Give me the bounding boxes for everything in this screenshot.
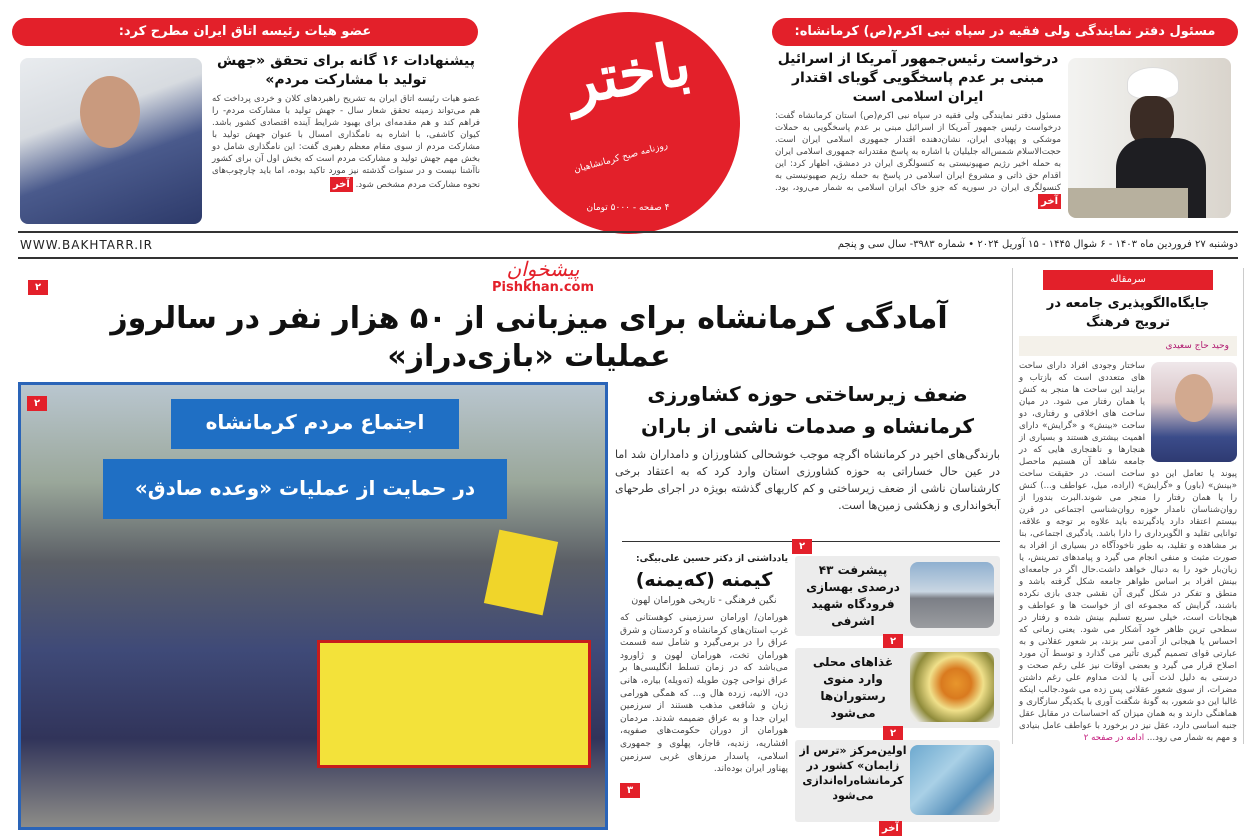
usa-sign (484, 530, 558, 616)
logo-wordmark: باختر (562, 28, 696, 120)
agri-title[interactable]: ضعف زیرساختی حوزه کشاورزی کرمانشاه و صدمات ناشی از باران (640, 382, 974, 438)
teaser-maternity-badge (879, 816, 902, 836)
teaser-maternity-page[interactable]: آخر (879, 821, 902, 836)
note-subtitle: نگین فرهنگی - تاریخی هورامان لهون (631, 595, 777, 606)
note-body: هورامان/ اورامان سرزمینی کوهستانی که غرب استان‌های کرمانشاه و کردستان و شرق عراق را در برمی‌گیرد و شامل سه قسمت هورامان تخت، هورامان لهون و ژاورود می‌باشد که در زمان تسلط انگلیسی‌ها بر عراق نواحی چون طویله (تەویلە) بیاره، هانی دن، الانیه، زرده هال و... که همگی هورامی زبان و شافعی مذهب هستند از سرزمین ایران جدا و به عراق ضمیمه شدند. مردمان هورامان از دوران حکومت‌های صفویه، افشاریه، زندیه، قاجار، پهلوی و جمهوری اسلامی، پاسدار مرزهای غربی سرزمین پهناور ایران بوده‌اند. (620, 613, 788, 775)
teaser-food[interactable] (795, 648, 1000, 739)
main-headline[interactable]: آمادگی کرمانشاه برای میزبانی از ۵۰ هزار نفر در سالروز عملیات «بازی‌دراز» (110, 301, 948, 374)
editorial-continued-link[interactable]: ادامه در صفحه ۲ (1083, 733, 1145, 743)
teaser-food-page[interactable]: ۲ (883, 726, 903, 741)
banner-portrait (317, 640, 591, 768)
website-link[interactable]: WWW.BAKHTARR.IR (20, 238, 153, 252)
editorial-title[interactable]: جایگاه‌الگوپذیری جامعه در ترویج فرهنگ (1046, 296, 1210, 330)
kashefi-photo (20, 58, 202, 224)
pishkhan-watermark (478, 258, 608, 295)
teaser-food-title: غذاهای محلی وارد منوی رستوران‌ها می‌شود (812, 655, 894, 720)
teaser-airport[interactable] (795, 556, 1000, 647)
teaser-maternity-title: اولین‌مرکز «ترس از زایمان» کشور در کرمانشاه‌راه‌اندازی می‌شود (799, 744, 907, 802)
note-column (620, 553, 788, 798)
top-left-body-wrap (212, 93, 480, 192)
author-photo (1151, 362, 1237, 462)
top-right-title[interactable]: درخواست رئیس‌جمهور آمریکا از اسرائیل مبنی بر عدم پاسخگویی گویای اقتدار ایران اسلامی است (777, 51, 1059, 105)
masthead-logo (518, 12, 740, 234)
agri-page-badge (792, 534, 812, 554)
editorial-body-top: ساختار وجودی افراد دارای ساحت های متعددی است که بازتاب و برایند این ساحت ها منجر به کنش یا همان رفتار می شود. در میان ساحت های اخلاقی و رفتاری، دو ساحت «بینش» و «گرایش» دارای اهمیت بیشتری هستند و بسیاری (1019, 361, 1145, 443)
top-right-story (775, 50, 1061, 209)
teaser-airport-badge (883, 629, 903, 649)
note-title[interactable]: کیمنه (که‌یمنه) (635, 569, 773, 591)
agri-story (615, 378, 1000, 514)
note-kicker: یادداشتی از دکتر حسین علی‌بیگی: (636, 554, 788, 564)
dateline-text: دوشنبه ۲۷ فروردین ماه ۱۴۰۳ - ۶ شوال ۱۴۴۵ - ۱۵ آوریل ۲۰۲۴ • شماره ۳۹۸۳- سال سی و پنجم (837, 239, 1238, 250)
editorial-label (1043, 270, 1213, 290)
teaser-airport-page[interactable]: ۲ (883, 634, 903, 649)
top-right-body-wrap (775, 110, 1061, 209)
top-right-body: مسئول دفتر نمایندگی ولی فقیه در سپاه نبی اکرم(ص) استان کرمانشاه گفت: درخواست رئیس جمهور آمریکا از اسرائیل مبنی بر عدم پاسخگویی به حملات موشکی و پهپادی ایران، نشان‌دهنده اقتدار جمهوری اسلامی ایران است. حجت‌الاسلام شمس‌اله جلیلیان با اشاره به پاسخ مقتدرانه جمهوری اسلامی ایران به حمله اخیر رژیم صهیونیستی به کنسولگری ایران در دمشق، اظهار کرد: این اقدام حق ذاتی و مشروع ایران اسلامی در پاسخ به حمله رژیم صهیونیستی به کنسولگری ایران در سوریه که جزو خاک ایران اسلامی به شمار می‌رود، بود. (775, 111, 1061, 193)
issue-price: ۴ صفحه - ۵۰۰۰ تومان (586, 203, 670, 213)
photo-page-badge (27, 391, 47, 411)
note-page-badge[interactable]: ۳ (620, 783, 640, 798)
top-left-story (212, 52, 480, 192)
top-right-page-tag[interactable]: آخر (1038, 194, 1061, 209)
banner-photo-line1 (171, 399, 459, 449)
top-left-title[interactable]: پیشنهادات ۱۶ گانه برای تحقق «جهش تولید با مشارکت مردم» (217, 53, 475, 88)
teaser-maternity[interactable] (795, 740, 1000, 834)
jalilian-photo (1068, 58, 1231, 218)
masthead-rule-top (18, 231, 1238, 233)
dateline (640, 238, 1238, 252)
agri-body: بارندگی‌های اخیر در کرمانشاه اگرچه موجب خوشحالی کشاورزان و دامداران شد اما در عین حال خساراتی به حوزه کشاورزی استان وارد کرد که به اعتقاد برخی کارشناسان ناشی از ضعف زیرساختی و کم کاریهای گذشته بویژه در اجرای طرحهای آبخوانداری و زهکشی زمین‌ها است. (615, 448, 1000, 512)
top-left-kicker: عضو هیات رئیسه اتاق ایران مطرح کرد: (12, 18, 478, 46)
editorial-text (1019, 360, 1237, 744)
editorial-body: از هنجارها و ناهنجاری هایی که در جامعه شاهد آن هستیم ماحصل پیوند یا تعامل این دو ساحت است. در حقیقت ساحت «بینش» (باور) و «گرایش» (اراده، میل، عواطف و...) کنش را یا همان رفتار را منجر می شوند.البرت بندورا از روان‌شناسان نامدار حوزه روان‌شناسی اجتماعی در قرن بیستم اعتقاد دارد یادگیرنده باید علاوه بر توجه و علاقه، توانایی تقلید و الگوبرداری را دارا باشد. یادگیری اجتماعی، بنا بر مشاهده و تقلید، به طور ناخودآگاه در بسیاری از افراد به صورت مثبت و منفی انجام می گیرد و پیامدهای تمرینش، یا زیان‌بار خود را به دنبال خواهد داشت.حال اگر در جامعه‌ای بینش افراد بر اساس ظواهر جامعه شکل گرفته باشد و منطق و تفکر در شکل گیری آن نقشی جدی بازی نکرده باشند، گرایش که مجموعه ای از خواست ها و عواطف و هیجانات است، خیلی سریع تسلیم بینش شده و رفتار در سطحی ترین ظاهر خود آشکار می شود. یعنی زمانی که احساس یا هیجانی از آدمی سر بزند، بر شعور عقلانی و به عبارتی قوای تصمیم گیری تأثیر می گذارد و توسط آن مورد اصلاح قرار می گیرد و بعضی اوقات نیز علی رغم صحت و درستی به دلیل لذت آنی یا لذت مداوم علی رغم داشتن مضرات، از سوی شعور عقلانی پس زده می شود.جالب اینکه غالبا این دو شعور، به گونهٔ شگفت آوری با یکدیگر سازگاری و هماهنگی دارند و به همان میزان که احساسات در مقابل عقل جنبه اساسی دارد، عقل نیز در برخورد با عواطف عامل بنیادی و مهم به شمار می رود... (1019, 433, 1237, 743)
top-right-kicker: مسئول دفتر نمایندگی ولی فقیه در سپاه نبی اکرم(ص) کرمانشاه: (772, 18, 1238, 46)
banner-line1-text: اجتماع مردم کرمانشاه (205, 410, 425, 434)
editorial-author: وحید حاج سعیدی (1019, 336, 1237, 356)
food-photo (910, 652, 994, 722)
logo-subtitle: روزنامه صبح کرمانشاهیان (572, 140, 670, 176)
airport-photo (910, 562, 994, 628)
watermark-fa: پیشخوان (506, 257, 580, 281)
photo-page-number[interactable]: ۲ (27, 396, 47, 411)
top-left-page-tag[interactable]: آخر (330, 177, 353, 192)
watermark-en: Pishkhan.com (491, 280, 595, 295)
headline-page-badge (28, 275, 48, 295)
teaser-airport-title: پیشرفت ۴۳ درصدی بهسازی فرودگاه شهید اشرفی (806, 563, 900, 628)
banner-photo-line2 (103, 459, 507, 519)
editorial-column (1012, 268, 1244, 744)
masthead-rule-bottom (18, 257, 1238, 259)
headline-page-number[interactable]: ۲ (28, 280, 48, 295)
maternity-photo (910, 745, 994, 815)
agri-page-number[interactable]: ۲ (792, 539, 812, 554)
teaser-food-badge (883, 721, 903, 741)
top-left-body: عضو هیات رئیسه اتاق ایران به تشریح راهبردهای کلان و خردی پرداخت که هم می‌تواند زمینه تحقق شعار سال - جهش تولید با مشارکت مردم- را فراهم کند و هم مقدمه‌ای برای بهبود شرایط آینده اقتصادی کشور باشد. کیوان کاشفی، با اشاره به نامگذاری امسال با عنوان جهش تولید با مشارکت مردم از سوی مقام معظم رهبری گفت: این نامگذاری شامل دو بخش مهم جهش تولید و مشارکت مردم است که بخش اول آن برای کشور ناآشنا نیست و در سنوات گذشته نیز مورد تاکید بوده، اما باید چارچوب‌های نحوه مشارکت مردم مشخص شود. (212, 94, 480, 190)
banner-line2-text: در حمایت از عملیات «وعده صادق» (134, 476, 476, 500)
rally-photo (18, 382, 608, 830)
editorial-label-text: سرمقاله (1110, 274, 1146, 285)
